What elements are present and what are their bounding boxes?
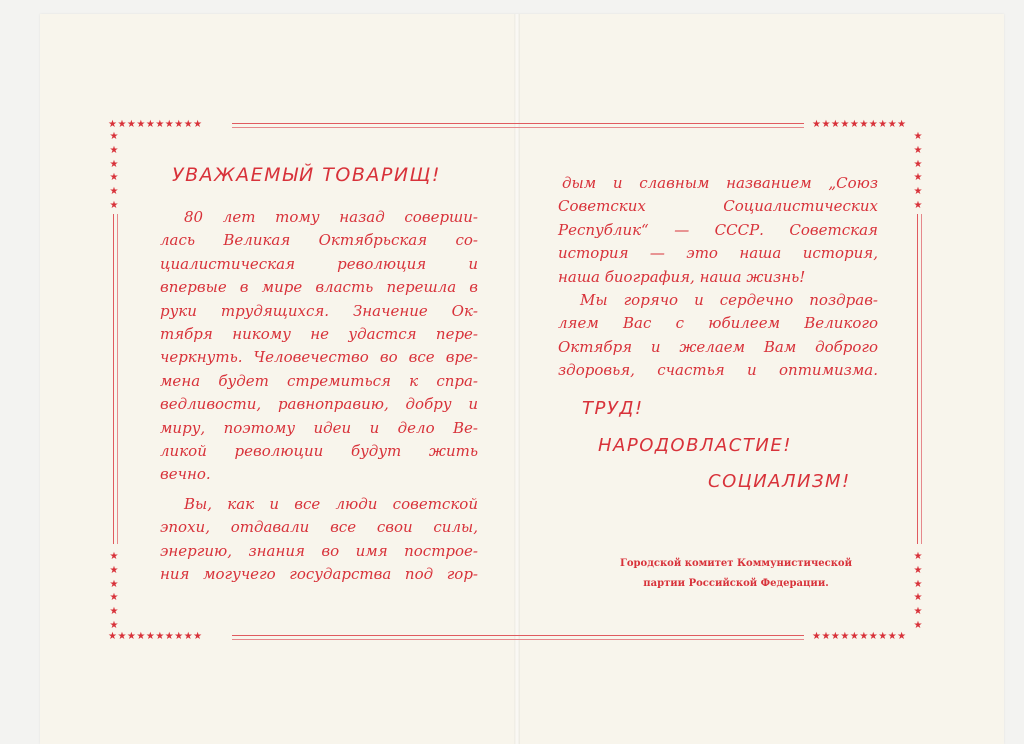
text-line: энергию, знания во имя построе- [160,541,478,560]
star-row-top-right: ★★★★★★★★★★ [812,119,907,130]
slogan-labor: ТРУД! [582,398,644,419]
text-line: ликой революции будут жить [160,442,478,461]
frame-line-bottom [232,635,804,636]
text-line: тября никому не удастся пере- [160,325,478,344]
text-line: ляем Вас с юбилеем Великого [558,314,878,333]
slogan-people-power: НАРОДОВЛАСТИЕ! [598,435,792,456]
star-row-bottom-left: ★★★★★★★★★★ [108,631,203,642]
left-column-text [160,206,478,587]
signature-line: партии Российской Федерации. [643,578,829,589]
text-line: ведливости, равноправию, добру и [160,395,478,414]
star-column-left-top: ★ ★ ★ ★ ★ ★ [109,131,119,211]
star-column-left-bottom: ★ ★ ★ ★ ★ ★ [109,551,119,631]
text-line: Вы, как и все люди советской [184,494,478,513]
right-column-text [558,172,878,383]
text-line: мена будет стремиться к спра- [160,371,478,390]
text-line: 80 лет тому назад соверши- [184,208,478,226]
text-line: впервые в мире власть перешла в [160,278,478,297]
text-line: вечно. [160,465,211,484]
frame-line-left [113,214,114,544]
frame-line-bottom-inner [232,639,804,640]
text-line: эпохи, отдавали все свои силы, [160,518,478,537]
text-line: черкнуть. Человечество во все вре- [160,348,478,367]
signature-block [606,554,866,594]
text-line: Советских Социалистических [558,197,878,216]
text-line: циалистическая революция и [160,254,478,273]
text-line: руки трудящихся. Значение Ок- [160,301,478,320]
frame-line-right [917,214,918,544]
greeting-title: УВАЖАЕМЫЙ ТОВАРИЩ! [172,164,441,186]
text-line: история — это наша история, [558,244,878,263]
frame-line-left-inner [117,214,118,544]
text-line: дым и славным названием „Союз [562,174,878,192]
star-row-top-left: ★★★★★★★★★★ [108,119,203,130]
text-line: лась Великая Октябрьская со- [160,231,478,250]
slogan-socialism: СОЦИАЛИЗМ! [708,471,851,492]
signature-line: Городской комитет Коммунистической [619,558,853,569]
star-column-right-top: ★ ★ ★ ★ ★ ★ [913,131,923,211]
text-line: ния могучего государства под гор- [160,565,478,584]
text-line: Республик“ — СССР. Советская [558,220,878,239]
star-row-bottom-right: ★★★★★★★★★★ [812,631,907,642]
frame-line-right-inner [921,214,922,544]
frame-line-top [232,123,804,124]
text-line: Мы горячо и сердечно поздрав- [580,291,878,310]
frame-line-top-inner [232,127,804,128]
star-column-right-bottom: ★ ★ ★ ★ ★ ★ [913,551,923,631]
text-line: Октября и желаем Вам доброго [558,337,878,356]
text-line: миру, поэтому идеи и дело Ве- [160,418,478,437]
text-line: наша биография, наша жизнь! [558,267,806,286]
text-line: здоровья, счастья и оптимизма. [558,361,878,380]
